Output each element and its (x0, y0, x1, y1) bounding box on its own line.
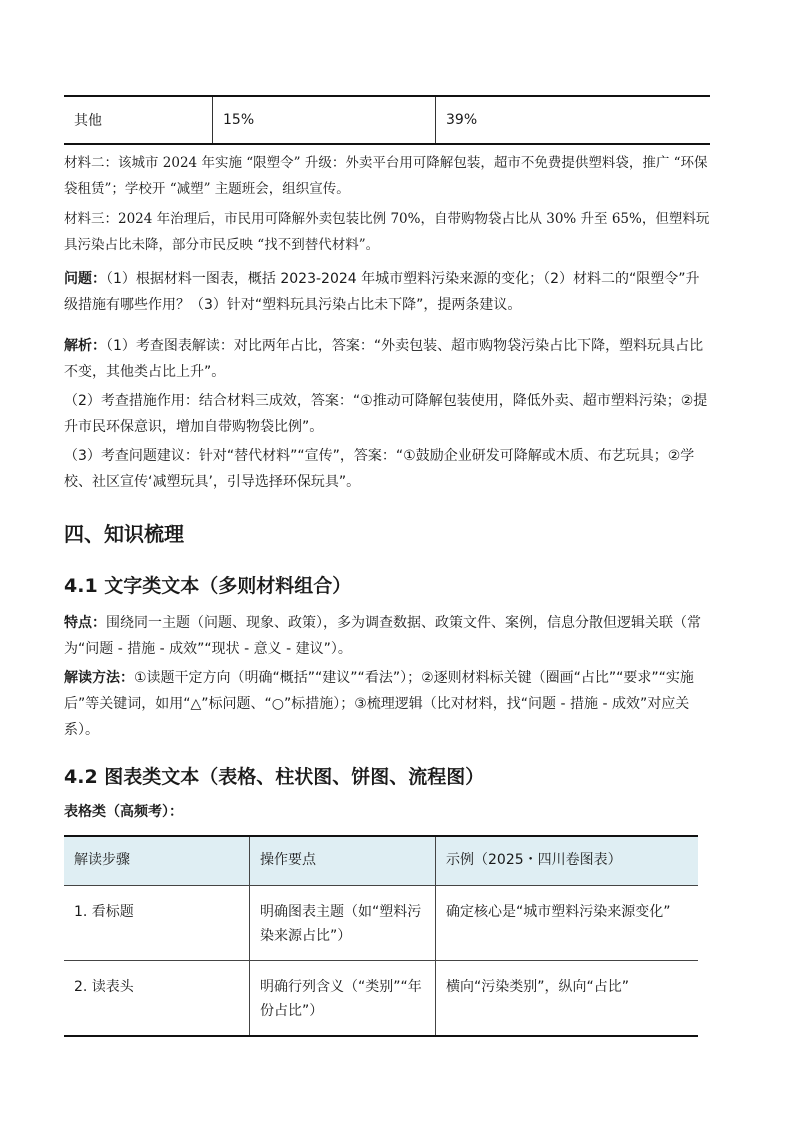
chart-reading-table (64, 835, 698, 1037)
table-row (64, 96, 710, 144)
material-three: 材料三：2024 年治理后，市民用可降解外卖包装比例 70%，自带购物袋占比从 30% 升至 65%，但塑料玩具污染占比未降，部分市民反映 “找不到替代材料”。 (64, 211, 710, 253)
header-step: 解读步骤 (64, 836, 250, 886)
question-paragraph (64, 266, 710, 318)
header-points: 操作要点 (250, 836, 436, 886)
analysis-paragraph-2: （2）考查措施作用：结合材料三成效，答案：“①推动可降解包装使用，降低外卖、超市塑料污染；②提升市民环保意识，增加自带购物袋比例”。 (64, 393, 708, 435)
row2-step: 2. 读表头 (64, 961, 250, 1037)
table-row (64, 961, 698, 1037)
analysis-paragraph-3: （3）考查问题建议：针对“替代材料”“宣传”，答案：“①鼓励企业研发可降解或木质、布艺玩具；②学校、社区宣传‘减塑玩具’，引导选择环保玩具”。 (64, 448, 695, 490)
row2-example: 横向“污染类别”，纵向“占比” (436, 961, 699, 1037)
table-row (64, 886, 698, 961)
features-text: 围绕同一主题（问题、现象、政策），多为调查数据、政策文件、案例，信息分散但逻辑关联（常为“问题 - 措施 - 成效”“现状 - 意义 - 建议”）。 (64, 615, 701, 657)
analysis-text-1: （1）考查图表解读：对比两年占比，答案：“外卖包装、超市购物袋污染占比下降，塑料玩具占比不变，其他类占比上升”。 (64, 338, 704, 380)
method-label: 解读方法： (64, 670, 134, 686)
material-two: 材料二：该城市 2024 年实施 “限塑令” 升级：外卖平台用可降解包装，超市不免费提供塑料袋，推广 “环保袋租赁”；学校开 “减塑” 主题班会，组织宣传。 (64, 155, 708, 197)
pollution-table-fragment (64, 95, 710, 145)
method-paragraph (64, 665, 710, 743)
question-label: 问题： (64, 271, 106, 287)
table-cell-category: 其他 (74, 113, 102, 129)
section-4-2-heading: 4.2 图表类文本（表格、柱状图、饼图、流程图） (64, 766, 485, 788)
row1-example: 确定核心是“城市塑料污染来源变化” (436, 886, 699, 961)
question-text: （1）根据材料一图表，概括 2023-2024 年城市塑料污染来源的变化；（2）材料二的“限塑令”升级措施有哪些作用？（3）针对“塑料玩具污染占比未下降”，提两条建议。 (64, 271, 700, 313)
analysis-label: 解析： (64, 338, 106, 354)
row1-points: 明确图表主题（如“塑料污染来源占比”） (250, 886, 436, 961)
analysis-paragraph-1 (64, 333, 710, 385)
method-text: ①读题干定方向（明确“概括”“建议”“看法”）；②逐则材料标关键（圈画“占比”“要求”“实施后”等关键词，如用“△”标问题、“○”标措施）；③梳理逻辑（比对材料，找“问题 - 措施 - 成效”对应关系）。 (64, 670, 694, 738)
section-4-1-heading: 4.1 文字类文本（多则材料组合） (64, 575, 352, 597)
table-cell-2023: 15% (213, 96, 436, 144)
section-four-heading: 四、知识梳理 (64, 522, 184, 546)
row2-points: 明确行列含义（“类别”“年份占比”） (250, 961, 436, 1037)
table-cell-2024: 39% (436, 96, 711, 144)
header-example: 示例（2025・四川卷图表） (436, 836, 699, 886)
table-header-row (64, 836, 698, 886)
row1-step: 1. 看标题 (64, 886, 250, 961)
table-type-label (64, 799, 710, 825)
features-label: 特点： (64, 615, 106, 631)
table-type-label-text: 表格类（高频考）： (64, 804, 183, 820)
features-paragraph (64, 610, 710, 662)
